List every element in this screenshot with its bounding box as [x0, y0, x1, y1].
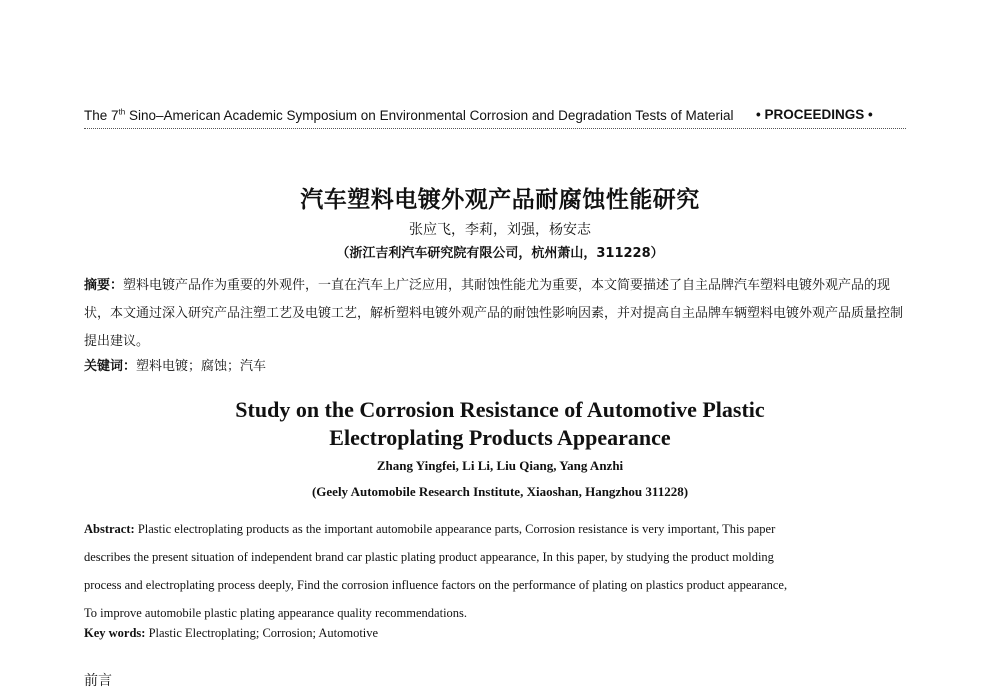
cn-keywords: [84, 355, 266, 374]
en-keywords-label: Key words:: [84, 626, 146, 640]
en-title-line-1: Study on the Corrosion Resistance of Automotive Plastic: [235, 397, 765, 422]
en-affiliation: (Geely Automobile Research Institute, Xiaoshan, Hangzhou 311228): [311, 484, 689, 499]
proceedings-label: • PROCEEDINGS •: [756, 107, 873, 122]
cn-keywords-text: 塑料电镀；腐蚀；汽车: [136, 359, 267, 374]
en-title-line-2: Electroplating Products Appearance: [329, 425, 671, 450]
en-abstract-line-3: process and electroplating process deeply, Find the corrosion influence factors on the performance of plating on plastics product appearance,: [84, 578, 788, 592]
en-paper-title: [0, 396, 1000, 452]
en-abstract: [84, 515, 914, 627]
en-keywords-text: Plastic Electroplating; Corrosion; Automotive: [145, 626, 379, 640]
en-abstract-line-4: To improve automobile plastic plating appearance quality recommendations.: [84, 606, 468, 620]
en-keywords: [84, 626, 378, 641]
cn-affiliation: （浙江吉利汽车研究院有限公司，杭州萧山，311228）: [336, 246, 664, 261]
en-abstract-label: Abstract:: [84, 522, 135, 536]
en-abstract-line-1: Abstract: Plastic electroplating products as the important automobile appearance parts, Corrosion resistance is very important, This paper: [84, 522, 776, 536]
cn-authors: 张应飞，李莉，刘强，杨安志: [409, 222, 591, 238]
en-authors: Zhang Yingfei, Li Li, Liu Qiang, Yang Anzhi: [376, 458, 624, 473]
cn-abstract: [84, 272, 914, 356]
cn-abstract-text: 塑料电镀产品作为重要的外观件，一直在汽车上广泛应用，其耐蚀性能尤为重要，本文简要描述了自主品牌汽车塑料电镀外观产品的现状，本文通过深入研究产品注塑工艺及电镀工艺，解析塑料电镀外观产品的耐蚀性影响因素，并对提高自主品牌车辆塑料电镀外观产品质量控制提出建议。: [84, 278, 904, 349]
symposium-title: The 7th Sino–American Academic Symposium on Environmental Corrosion and Degradation Tests of Material: [84, 107, 734, 123]
cn-abstract-label: 摘要：: [84, 278, 124, 293]
running-header: [84, 107, 906, 123]
header-divider: [84, 128, 906, 129]
cn-paper-title: 汽车塑料电镀外观产品耐腐蚀性能研究: [300, 187, 700, 213]
en-abstract-line-2: describes the present situation of independent brand car plastic plating product appearance, In this paper, by studying the product molding: [84, 550, 774, 564]
section-heading-preface: 前言: [84, 673, 112, 689]
cn-keywords-label: 关键词：: [84, 359, 137, 374]
